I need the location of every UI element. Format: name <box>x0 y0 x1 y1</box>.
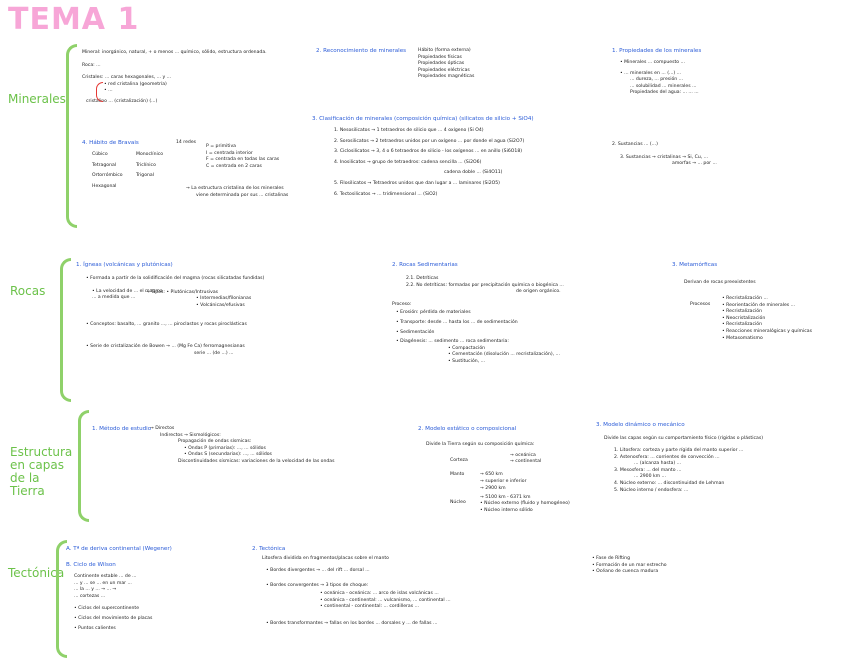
sedim-item: • Diagénesis: ... sedimento ... roca sedimentaria: <box>396 339 509 345</box>
metam-item: • Recristalización ... <box>722 296 768 301</box>
red-cristalina: • red cristalina (geometría) <box>104 81 167 87</box>
capa-item: → oceánica <box>510 452 536 458</box>
section-label-tectonica: Tectónica <box>8 566 65 580</box>
metodo-item: Discontinuidades sísmicas: variaciones de la velocidad de las ondas <box>178 458 335 464</box>
cristalino-note: cristalino ... (cristalización) (...) <box>86 98 158 104</box>
borde-item: • oceánica - continental: ... vulcanismo, ... continental ... <box>320 597 451 603</box>
metodo-item: → Directos <box>150 426 175 431</box>
metam-item: • Recristalización <box>722 309 762 315</box>
wilson-item: • Ciclos del movimiento de placas <box>74 615 153 621</box>
section-brace-tectonica <box>56 540 67 658</box>
silicato-item: cadena doble ... (Si4O11) <box>444 170 503 176</box>
page-title: TEMA 1 <box>8 2 140 37</box>
composicional-list <box>450 452 570 515</box>
reconocimiento-item: Propiedades físicas <box>418 54 462 60</box>
habitos-note <box>186 186 288 199</box>
deriva-heading: A. Tª de deriva continental (Wegener) <box>66 546 172 552</box>
red-type: I = centrada interior <box>206 150 253 156</box>
metam-list <box>722 296 812 342</box>
silicato-item: 1. Nesosilicatos → 1 tetraedros de silicio que ... 4 oxígeno (Si O4) <box>334 128 484 133</box>
reconocimiento-item: Propiedades magnéticas <box>418 74 475 80</box>
borde-item: • Bordes convergentes → 3 tipos de choque: <box>266 582 369 588</box>
sedim-item: • Erosión: pérdida de materiales <box>396 310 471 316</box>
rift-item: • Fase de Rifting <box>592 556 630 561</box>
dinamico-heading: 3. Modelo dinámico o mecánico <box>596 422 685 428</box>
red-type: C = centrada en 2 caras <box>206 163 262 169</box>
rift-list <box>592 556 667 576</box>
habito-item: Triclínico <box>136 162 156 168</box>
habitos-mid-list <box>136 152 163 180</box>
metam-item: • Reorientación de minerales ... <box>722 302 796 308</box>
reconocimiento-list <box>418 48 474 81</box>
silicato-item: 3. Ciclosilicatos → 3, 4 o 6 tetraedros de silicio - los oxígenos ... en anillo (Si6O18) <box>334 149 523 155</box>
wilson-list <box>74 574 152 632</box>
sedim-item: 2.2. No detríticas: formadas por precipitación química o biogénica ... <box>406 282 564 288</box>
capa-din-item: 5. Núcleo interno / endosfera: ... <box>614 487 689 493</box>
reconocimiento-heading: 2. Reconocimiento de minerales <box>316 48 407 54</box>
propiedad-item: ... dureza, ... presión ... <box>630 77 684 83</box>
composicional-heading: 2. Modelo estático o composicional <box>418 426 517 432</box>
wilson-item: ... la ... y ... → ... → <box>74 587 117 593</box>
sustancias-block <box>612 142 717 168</box>
metam-procesos-label: Procesos <box>690 302 711 307</box>
red-type: F = centrada en todas las caras <box>206 157 280 163</box>
capa-item: Manto <box>450 471 465 477</box>
wilson-item: ... y ... se ... en un mar ... <box>74 580 132 586</box>
ignea-item: ... a medida que ... <box>92 295 136 301</box>
habitos-left-list <box>92 152 123 190</box>
metodo-heading: 1. Método de estudio <box>92 426 152 432</box>
capa-item: Corteza <box>450 458 468 463</box>
sedim-item: 2.1. Detríticas <box>406 276 439 281</box>
habitos-note-line: viene determinada por sus ... cristalinas <box>196 192 289 198</box>
tectonica-heading: 2. Tectónica <box>252 546 286 552</box>
cristales-def: Cristales: ... caras hexagonales, ... y ... <box>82 75 172 81</box>
metam-intro: Derivan de rocas preexistentes <box>684 280 756 285</box>
section-label-estructura: Estructura en capas de la Tierra <box>10 445 73 498</box>
wilson-item: ... cortezas ... <box>74 593 106 599</box>
dinamico-list <box>614 448 743 494</box>
clasificacion-heading: 3. Clasificación de minerales (composición química) (silicatos de silicio + SiO4) <box>312 116 534 122</box>
mineral-def: Mineral: inorgánico, natural, + o menos ... químico, sólido, estructura ordenada. <box>82 50 267 55</box>
reconocimiento-item: Propiedades ópticas <box>418 61 465 67</box>
sedim-item: • Cementación (disolución ... recristalización), ... <box>448 352 560 358</box>
sedimentarias-list <box>392 276 564 366</box>
metam-item: • Metasomatismo <box>722 335 763 341</box>
silicato-item: 6. Tectosilicatos → ... tridimensional ... (SiO2) <box>334 191 438 197</box>
habito-item: Cúbico <box>92 152 108 157</box>
roca-def: Roca: ... <box>82 62 101 68</box>
sedimentarias-heading: 2. Rocas Sedimentarias <box>392 262 458 268</box>
ignea-item: • La velocidad de ... el magma <box>92 288 163 294</box>
rift-item: • Formación de un mar estrecho <box>592 562 667 568</box>
capa-din-item: ... (alcanza hasta) ... <box>634 461 682 467</box>
clasificacion-list <box>334 128 524 198</box>
habito-item: Ortorrómbico <box>92 173 123 179</box>
reconocimiento-item: Hábito (forma externa) <box>418 48 471 53</box>
red-bracket-mark <box>96 82 103 102</box>
propiedades-heading: 1. Propiedades de los minerales <box>612 48 702 54</box>
borde-item: • Bordes divergentes → ... del rift ... dorsal ... <box>266 568 370 573</box>
ignea-item: • Formada a partir de la solidificación del magma (rocas silicatadas fundidas) <box>86 276 265 281</box>
reconocimiento-item: Propiedades eléctricas <box>418 67 470 73</box>
capa-item: • Núcleo interno sólido <box>480 507 533 513</box>
metodo-item: Indirectos → Sismológicos: <box>160 432 221 438</box>
sustancia-item: 2. Sustancias ... (...) <box>612 142 658 147</box>
sedim-item: • Sedimentación <box>396 329 435 335</box>
habito-item: Hexagonal <box>92 183 117 189</box>
metodo-list <box>150 426 335 466</box>
borde-item: • Bordes transformantes → fallas en los bordes ... dorsales y ... de fallas ... <box>266 620 438 626</box>
habito-item: Tetragonal <box>92 162 117 168</box>
capa-din-item: 4. Núcleo externo: ... discontinuidad de Lehman <box>614 480 725 486</box>
capa-item: Núcleo <box>450 500 466 506</box>
habitos-14-redes: 14 redes <box>176 140 197 145</box>
red-type: P = primitiva <box>206 144 236 149</box>
wilson-item: • Ciclos del supercontinente <box>74 606 140 612</box>
composicional-intro: Divide la Tierra según su composición química: <box>426 442 535 447</box>
rift-item: • Océano de cuenca madura <box>592 569 659 575</box>
metam-item: • Neocristalización <box>722 315 766 321</box>
habito-item: Monoclínico <box>136 152 164 157</box>
borde-item: • continental - continental: ... cordilleras ... <box>320 604 419 610</box>
propiedad-item: • ... minerales en ... (...) ... <box>620 70 682 76</box>
tectonica-intro: Litosfera dividida en fragmentos/placas sobre el manto <box>262 556 389 561</box>
ignea-item: • Conceptos: basalto, ... granito ..., ... piroclastos y rocas piroclásticas <box>86 321 247 327</box>
habito-item: Trigonal <box>136 173 155 179</box>
wilson-item: Continente estable ... de ... <box>74 574 137 579</box>
silicato-item: 2. Sorosilicatos → 2 tetraedros unidos por un oxígeno ... por donde el agua (Si2O7) <box>334 138 525 144</box>
wilson-item: • Puntos calientes <box>74 625 116 631</box>
capa-item: • Núcleo externo (fluido y homogéneo) <box>480 501 570 507</box>
bordes-list <box>266 568 451 628</box>
metodo-item: • Ondas S (secundarias): ..., ... sólidos <box>184 452 272 458</box>
metam-item: • Recristalización <box>722 322 762 328</box>
ignea-item: serie ... (de ...) ... <box>194 350 234 356</box>
propiedad-item: ... solubilidad ... minerales ... <box>630 83 697 89</box>
propiedad-item: • Minerales ... compuesto ... <box>620 60 685 65</box>
cristal-note: • ... <box>104 88 113 94</box>
capa-din-item: 3. Mesosfera: ... del manto ... <box>614 467 682 473</box>
metam-item: • Reacciones mineralógicas y químicas <box>722 328 812 334</box>
silicato-item: 4. Inosilicatos → grupo de tetraedros: cadena sencilla ... (Si2O6) <box>334 159 482 165</box>
capa-item: → continental <box>510 459 542 465</box>
propiedad-item: Propiedades del agua: ... ... ... <box>630 90 699 96</box>
sedim-item: • Sustitución, ... <box>448 358 486 364</box>
habitos-right-list <box>206 144 279 170</box>
dinamico-intro: Divide las capas según su comportamiento físico (rígidas o plásticas) <box>604 436 764 441</box>
capa-item: → 650 km <box>480 472 503 478</box>
section-brace-rocas <box>60 258 71 402</box>
sustancia-item: 3. Sustancias → cristalinas → Si, Cu, ... <box>620 154 709 160</box>
minerales-left-block <box>82 50 267 106</box>
capa-din-item: ... 2900 km ... <box>634 474 666 480</box>
ignea-item: • Volcánicas/efusivas <box>196 302 245 308</box>
igneas-heading: 1. Ígneas (volcánicas y plutónicas) <box>76 262 173 268</box>
silicato-item: 5. Filosilicatos → Tetraedros unidos que dan lugar a ... laminares (Si2O5) <box>334 180 500 186</box>
metamorficas-heading: 3. Metamórficas <box>672 262 718 268</box>
capa-item: → 2900 km <box>480 485 506 491</box>
sustancia-item: amorfas → ... por ... <box>672 161 717 167</box>
sedim-item: • Transporte: desde ... hasta los ... de sedimentación <box>396 319 518 325</box>
section-brace-estructura <box>78 410 89 522</box>
igneas-list <box>86 276 264 357</box>
sedim-item: de origen orgánico. <box>516 289 561 295</box>
capa-item: → superior e inferior <box>480 478 527 484</box>
section-brace-minerales <box>66 44 77 228</box>
capa-din-item: 2. Astenosfera: ... corrientes de convección ... <box>614 454 720 460</box>
propiedades-list <box>620 60 699 97</box>
sedim-item: • Compactación <box>448 345 486 351</box>
wilson-heading: B. Ciclo de Wilson <box>66 562 116 568</box>
capa-item: → 5100 km - 6371 km <box>480 494 531 500</box>
ignea-item: → Tipos: • Plutónicas/Intrusivas <box>146 289 219 295</box>
section-label-rocas: Rocas <box>10 284 46 298</box>
capa-din-item: 1. Litosfera: corteza y parte rígida del manto superior ... <box>614 448 744 453</box>
sedim-item: Proceso: <box>392 301 412 307</box>
metodo-item: Propagación de ondas sísmicas: <box>178 439 252 445</box>
habitos-note-line: → La estructura cristalina de los minerales <box>186 186 284 191</box>
ignea-item: • Intermedias/filonianas <box>196 296 252 302</box>
habitos-heading: 4. Hábito de Bravais <box>82 140 139 146</box>
borde-item: • oceánica - oceánica: ... arco de islas volcánicas ... <box>320 591 439 597</box>
ignea-item: • Serie de cristalización de Bowen → ... (Mg Fe Ca) ferromagnesianas <box>86 344 245 350</box>
metodo-item: • Ondas P (primarias): ..., ... sólidos <box>184 445 266 451</box>
section-label-minerales: Minerales <box>8 92 66 106</box>
